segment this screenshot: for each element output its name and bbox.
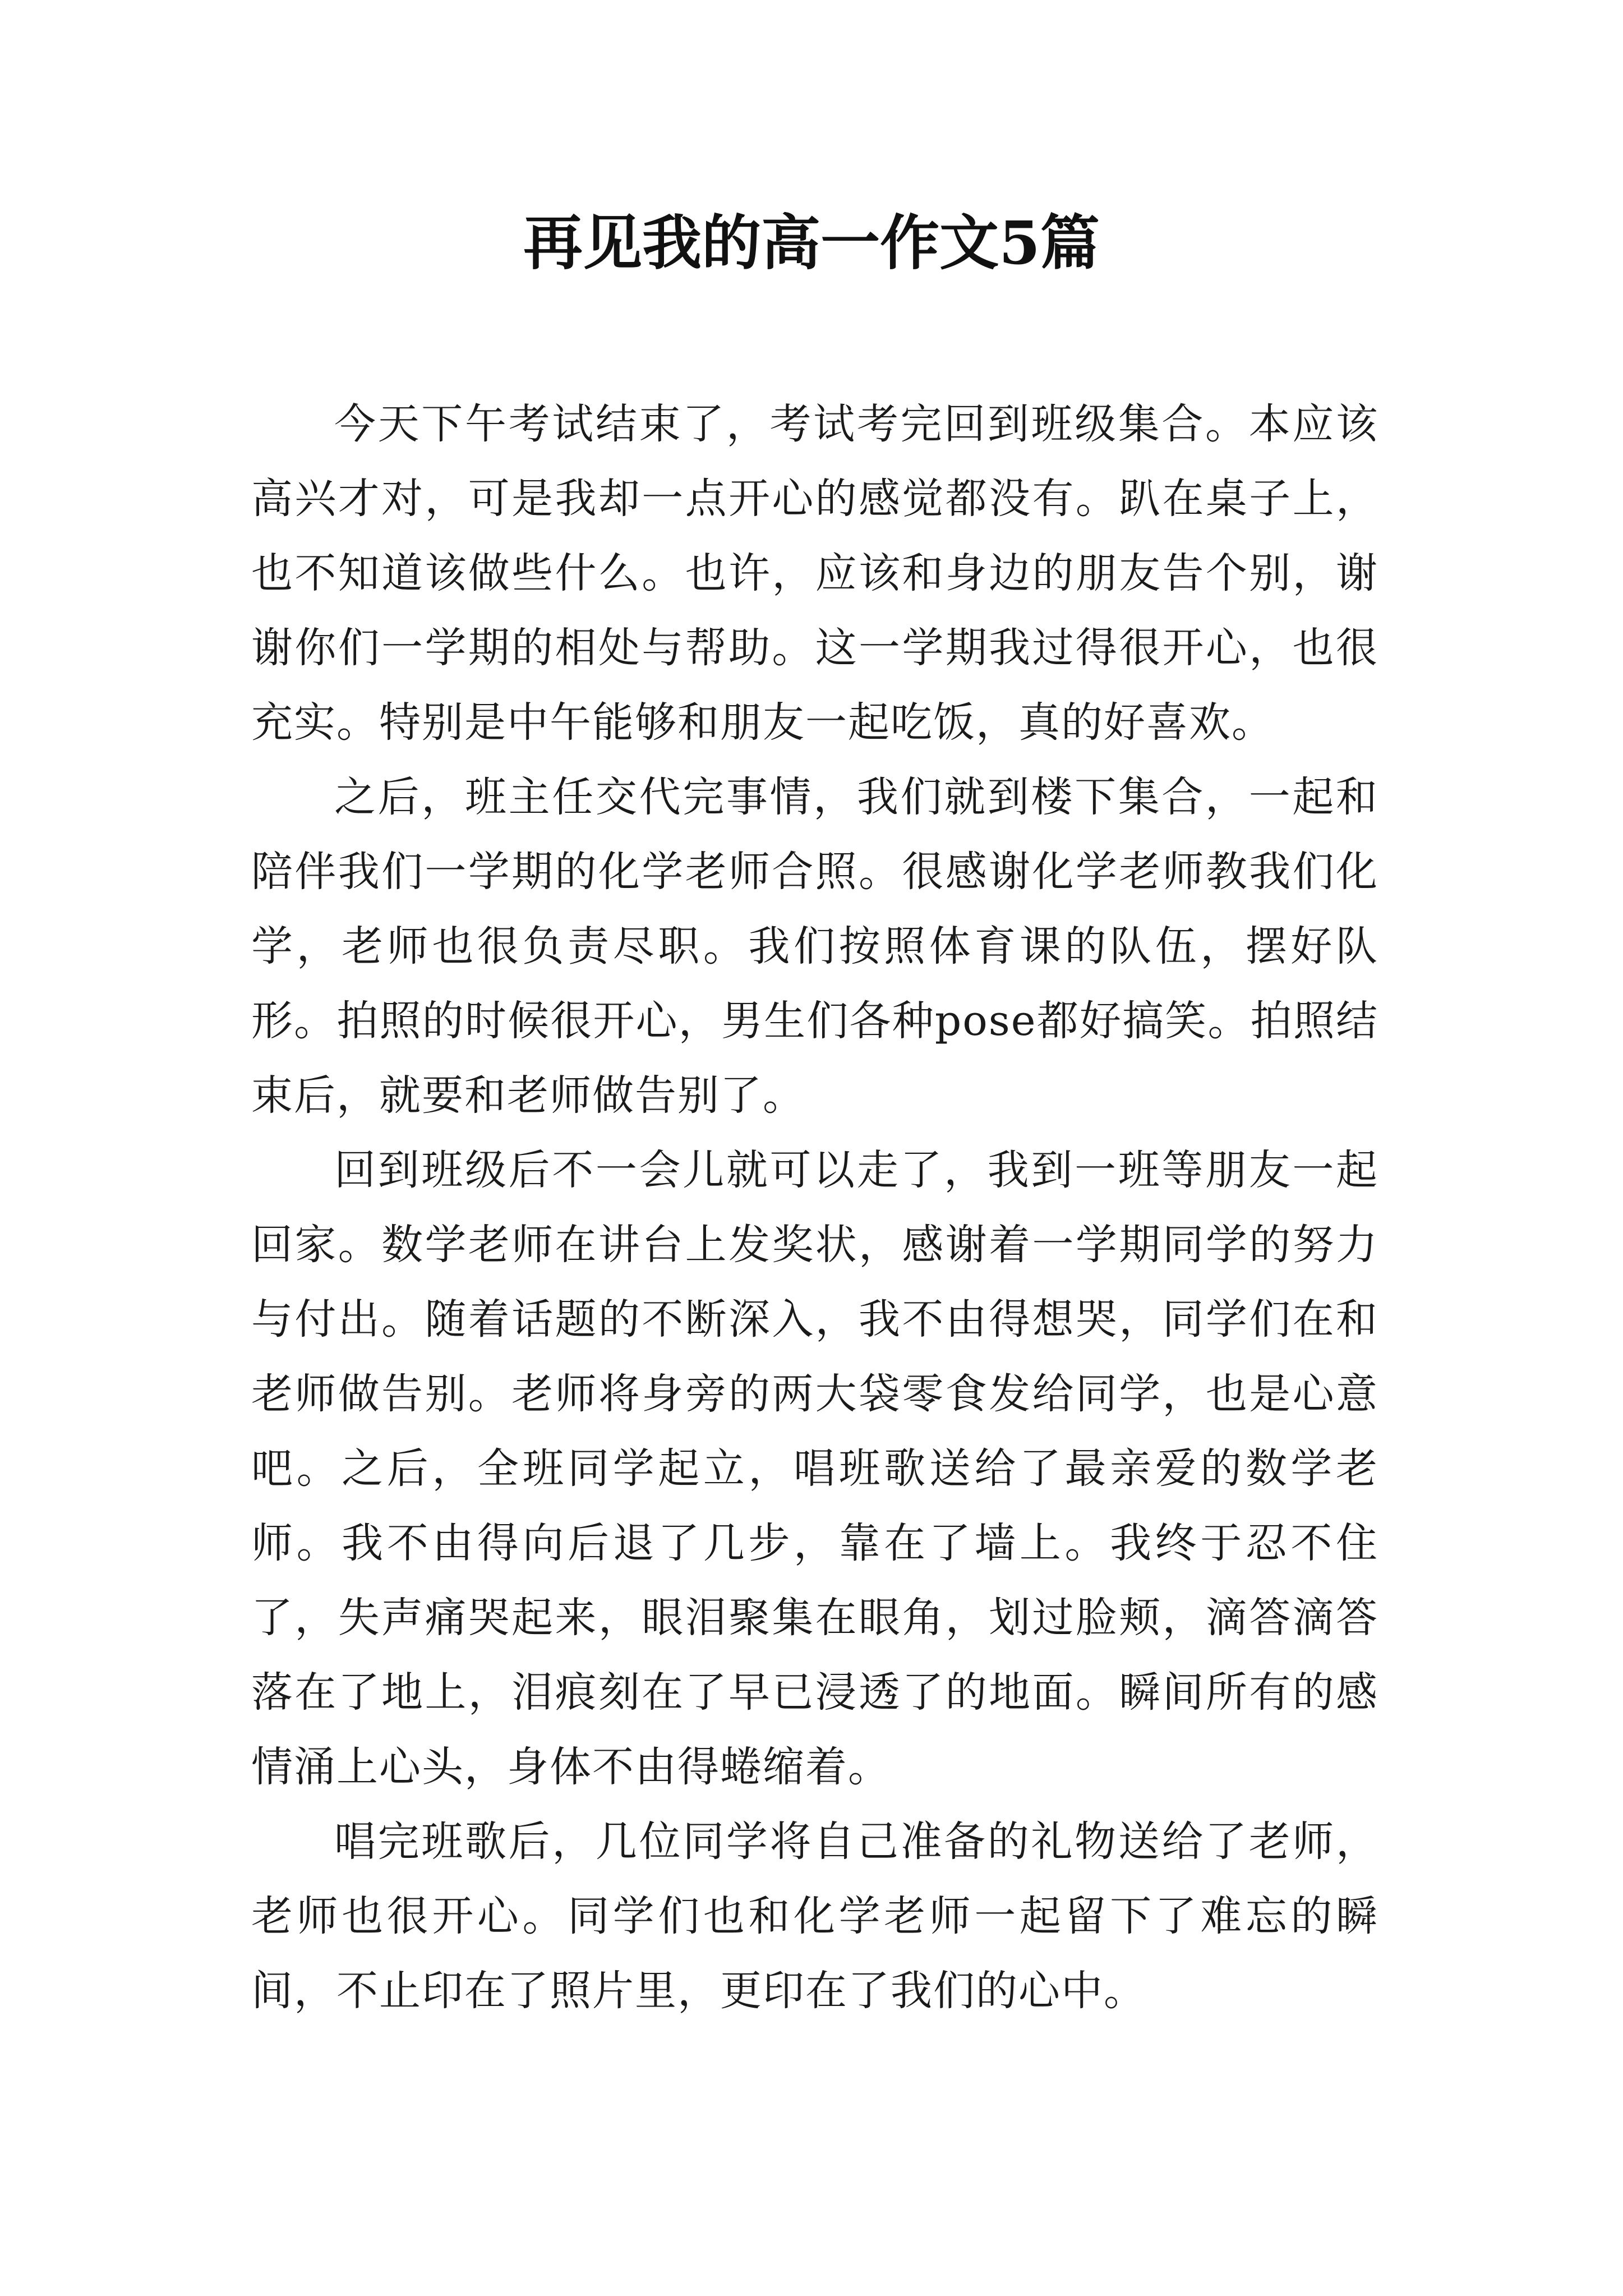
- paragraph-3: 回到班级后不一会儿就可以走了，我到一班等朋友一起回家。数学老师在讲台上发奖状，感谢着一学期同学的努力与付出。随着话题的不断深入，我不由得想哭，同学们在和老师做告别。老师将身旁的两大袋零食发给同学，也是心意吧。之后，全班同学起立，唱班歌送给了最亲爱的数学老师。我不由得向后退了几步，靠在了墙上。我终于忍不住了，失声痛哭起来，眼泪聚集在眼角，划过脸颊，滴答滴答落在了地上，泪痕刻在了早已浸透了的地面。瞬间所有的感情涌上心头，身体不由得蜷缩着。: [251, 1146, 1378, 1791]
- document-title: 再见我的高一作文5篇: [523, 208, 1100, 278]
- paragraph-4: 唱完班歌后，几位同学将自己准备的礼物送给了老师，老师也很开心。同学们也和化学老师一起留下了难忘的瞬间，不止印在了照片里，更印在了我们的心中。: [251, 1818, 1378, 2015]
- document-body: [251, 387, 1378, 2028]
- paragraph-2: 之后，班主任交代完事情，我们就到楼下集合，一起和陪伴我们一学期的化学老师合照。很感谢化学老师教我们化学，老师也很负责尽职。我们按照体育课的队伍，摆好队形。拍照的时候很开心，男生们各种pose都好搞笑。拍照结束后，就要和老师做告别了。: [251, 773, 1378, 1120]
- paragraph-1: 今天下午考试结束了，考试考完回到班级集合。本应该高兴才对，可是我却一点开心的感觉都没有。趴在桌子上，也不知道该做些什么。也许，应该和身边的朋友告个别，谢谢你们一学期的相处与帮助。这一学期我过得很开心，也很充实。特别是中午能够和朋友一起吃饭，真的好喜欢。: [251, 400, 1378, 747]
